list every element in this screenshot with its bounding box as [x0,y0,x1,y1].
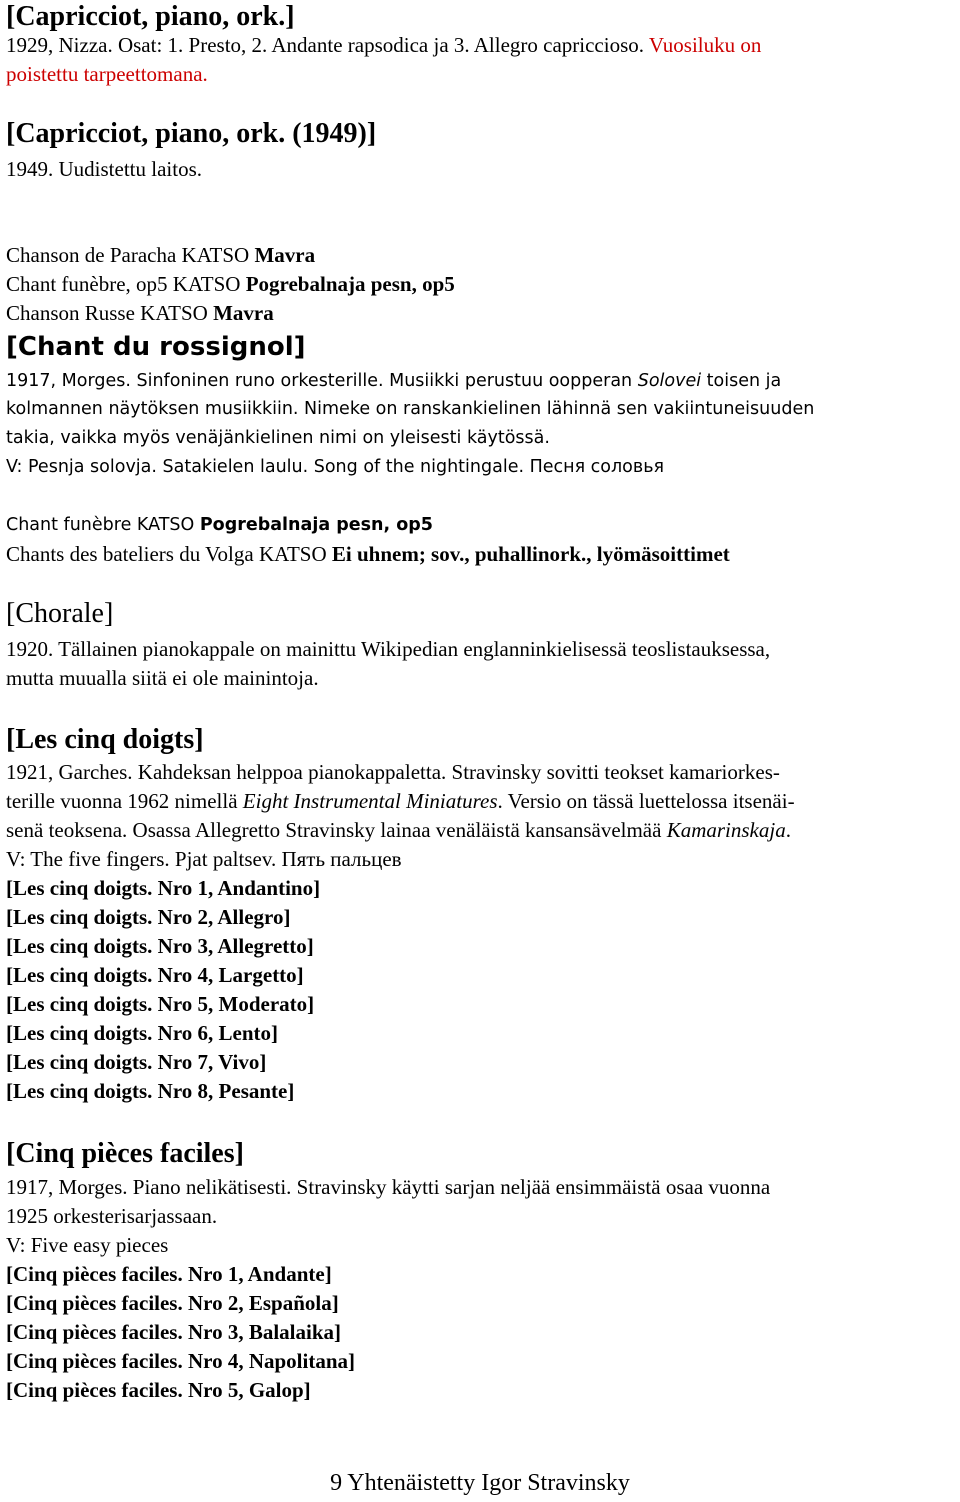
part-title [6,990,314,1018]
cross-reference [6,241,315,269]
entry-text: mutta muualla siitä ei ole mainintoja. [6,666,319,690]
ref-text: Chant funèbre, op5 KATSO [6,272,241,296]
entry-line: senä teoksena. Osassa Allegretto Stravinsky lainaa venäläistä kansansävelmää [6,818,662,842]
work-title: Solovei [637,371,702,391]
ref-text: Chant funèbre KATSO [6,515,195,535]
part-title [6,1376,311,1404]
entry-line: . [785,818,791,842]
part-link[interactable]: [Les cinq doigts. Nro 5, Moderato] [6,992,315,1016]
part-title [6,874,320,902]
entry-text: 1917, Morges. Piano nelikätisesti. Stravinsky käytti sarjan neljää ensimmäistä osaa vuonna [6,1175,771,1199]
variant-titles: V: Five easy pieces [6,1233,169,1257]
part-link[interactable]: [Les cinq doigts. Nro 3, Allegretto] [6,934,314,958]
part-title [6,1077,294,1105]
part-title [6,1260,332,1288]
part-link[interactable]: [Cinq pièces faciles. Nro 2, Española] [6,1291,339,1315]
part-link[interactable]: [Cinq pièces faciles. Nro 4, Napolitana] [6,1349,356,1373]
ref-target-link[interactable]: Ei uhnem; sov., puhallinork., lyömäsoittimet [331,542,730,566]
entry-line: 1917, Morges. Sinfoninen runo orkesterille. Musiikki perustuu oopperan [6,371,633,391]
entry-text: kolmannen näytöksen musiikkiin. Nimeke on ranskankielinen lähinnä sen vakiintuneisuuden [6,399,815,419]
part-link[interactable]: [Les cinq doigts. Nro 2, Allegro] [6,905,291,929]
entry-line: . Versio on tässä luettelossa itsenäi- [497,789,795,813]
part-link[interactable]: [Cinq pièces faciles. Nro 3, Balalaika] [6,1320,342,1344]
part-title [6,1347,355,1375]
part-title [6,1019,278,1047]
ref-text: Chanson Russe KATSO [6,301,208,325]
part-link[interactable]: [Les cinq doigts. Nro 8, Pesante] [6,1079,295,1103]
entry-title-chorale: [Chorale] [6,598,114,629]
entry-text: 1925 orkesterisarjassaan. [6,1204,218,1228]
ref-target-link[interactable]: Mavra [213,301,274,325]
entry-text [6,787,795,815]
part-link[interactable]: [Cinq pièces faciles. Nro 1, Andante] [6,1262,332,1286]
page-footer: 9 Yhtenäistetty Igor Stravinsky [330,1470,630,1496]
part-title [6,1048,266,1076]
cross-reference [6,540,730,568]
part-title [6,961,304,989]
entry-text: 1949. Uudistettu laitos. [6,157,202,181]
entry-text: takia, vaikka myös venäjänkielinen nimi on yleisesti käytössä. [6,428,550,448]
entry-text: 1920. Tällainen pianokappale on mainittu Wikipedian englanninkielisessä teoslistauksessa, [6,637,771,661]
part-link[interactable]: [Cinq pièces faciles. Nro 5, Galop] [6,1378,311,1402]
work-title: Kamarinskaja [666,818,786,842]
entry-title-capricciot: [Capricciot, piano, ork.] [6,1,295,32]
ref-text: Chants des bateliers du Volga KATSO [6,542,327,566]
entry-line: toisen ja [706,371,782,391]
editor-note: Vuosiluku on [648,33,762,57]
work-title: Eight Instrumental Miniatures [242,789,498,813]
cross-reference [6,299,274,327]
cross-reference [6,270,455,298]
entry-text [6,367,781,395]
editor-note: poistettu tarpeettomana. [6,62,208,86]
part-link[interactable]: [Les cinq doigts. Nro 6, Lento] [6,1021,279,1045]
entry-title-capricciot-1949: [Capricciot, piano, ork. (1949)] [6,118,377,149]
variant-titles: V: The five fingers. Pjat paltsev. Пять пальцев [6,847,402,871]
variant-titles: V: Pesnja solovja. Satakielen laulu. Song of the nightingale. Песня соловья [6,457,665,477]
entry-text [6,816,791,844]
part-title [6,1318,341,1346]
cross-reference [6,511,433,539]
ref-text: Chanson de Paracha KATSO [6,243,250,267]
part-link[interactable]: [Les cinq doigts. Nro 1, Andantino] [6,876,321,900]
ref-target-link[interactable]: Pogrebalnaja pesn, op5 [245,272,455,296]
entry-title-cinq-pieces: [Cinq pièces faciles] [6,1138,244,1169]
part-link[interactable]: [Les cinq doigts. Nro 4, Largetto] [6,963,304,987]
part-title [6,1289,339,1317]
part-title [6,903,290,931]
part-link[interactable]: [Les cinq doigts. Nro 7, Vivo] [6,1050,267,1074]
entry-text: 1921, Garches. Kahdeksan helppoa pianokappaletta. Stravinsky sovitti teokset kamariorkes- [6,760,780,784]
entry-text [6,31,761,59]
entry-title-cinq-doigts: [Les cinq doigts] [6,724,204,755]
entry-title-rossignol: [Chant du rossignol] [6,332,306,362]
ref-target-link[interactable]: Mavra [254,243,316,267]
part-title [6,932,314,960]
ref-target-link[interactable]: Pogrebalnaja pesn, op5 [199,515,433,535]
entry-line: 1929, Nizza. Osat: 1. Presto, 2. Andante rapsodica ja 3. Allegro capriccioso. [6,33,644,57]
entry-line: terille vuonna 1962 nimellä [6,789,238,813]
